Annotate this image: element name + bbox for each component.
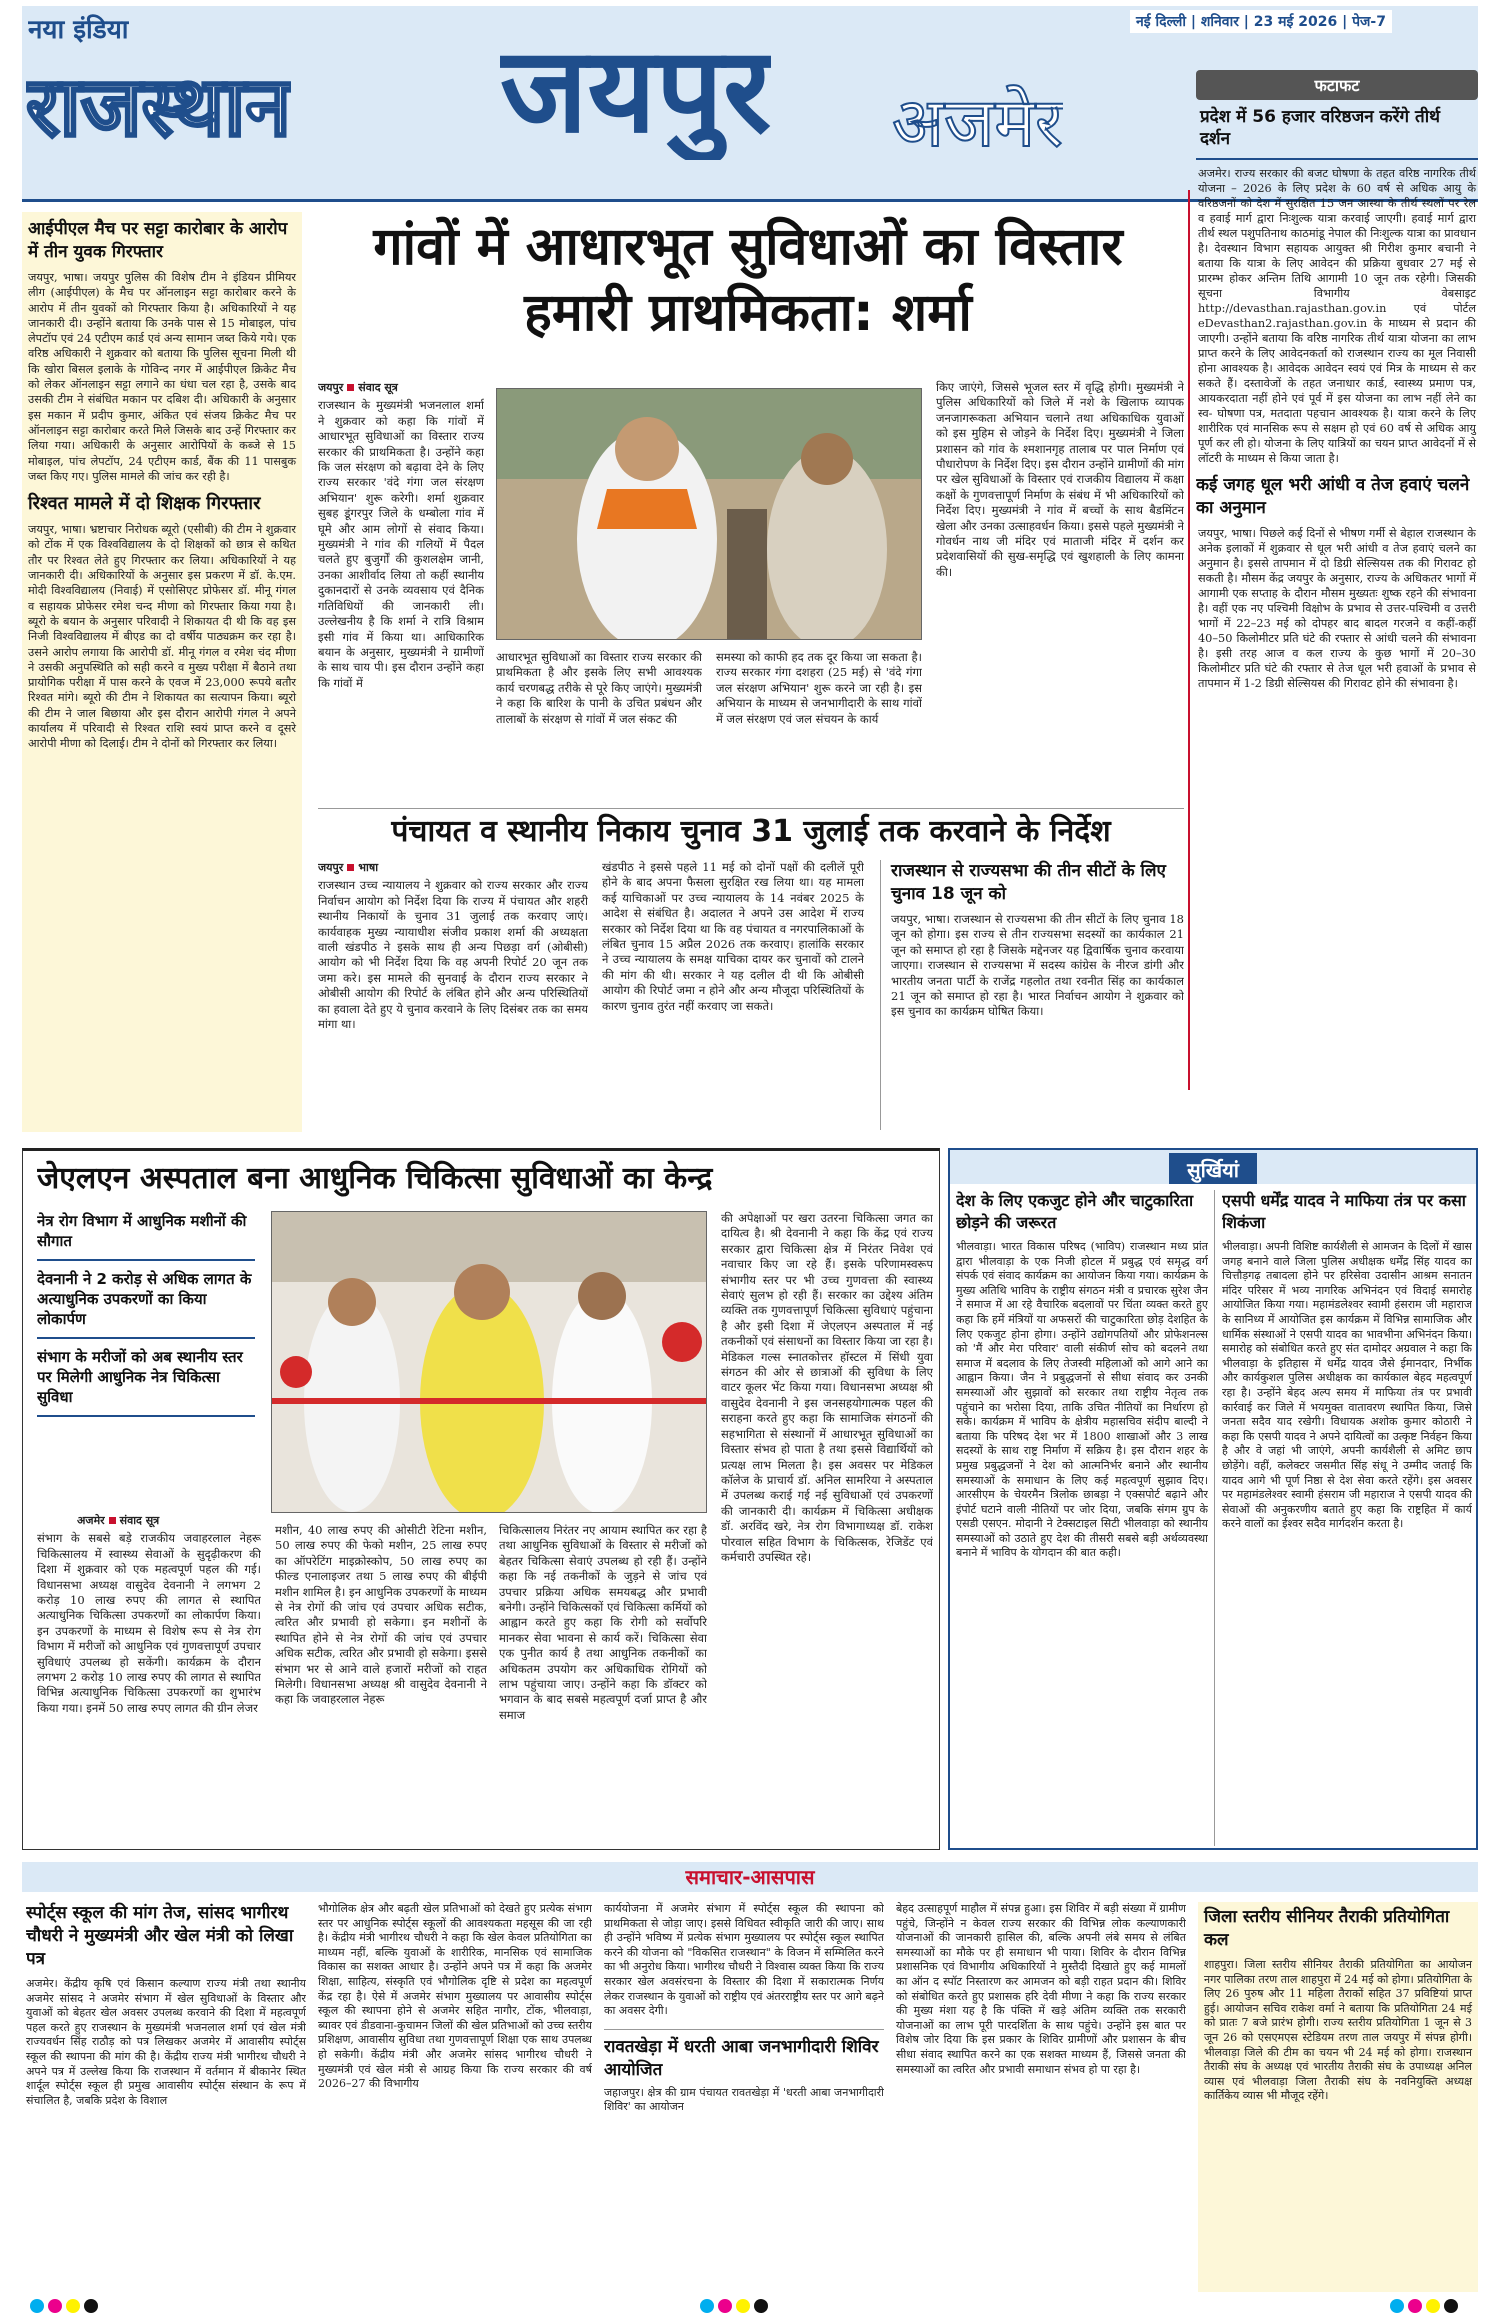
rajyasabha-box: [880, 860, 1184, 1130]
registration-marks-left: [30, 2298, 270, 2314]
surkhiyan-body-2: भीलवाड़ा। अपनी विशिष्ट कार्यशैली से आमजन के दिलों में खास जगह बनाने वाले जिला पुलिस अधीक्षक धर्मेंद्र सिंह यादव का चित्तौड़गढ़ तबादला होने पर हरिसेवा उदासीन आश्रम सनातन मंदिर परिसर में भव्य नागरिक अभिनंदन एवं विदाई समारोह आयोजित किया गया। महामंडलेश्वर स्वामी हंसराम जी महाराज के सानिध्य में आयोजित इस कार्यक्रम में विभिन्न सामाजिक और धार्मिक संस्थाओं ने एसपी यादव का भावभीना अभिनंदन किया। समारोह को संबोधित करते हुए संत दामोदर अग्रवाल ने कहा कि भीलवाड़ा के इतिहास में धर्मेंद्र यादव जैसे ईमानदार, निर्भीक और कार्यकुशल पुलिस अधीक्षक का कार्यकाल बेहद महत्वपूर्ण रहा है। उन्होंने बेहद अल्प समय में माफिया तंत्र पर प्रभावी कार्रवाई कर जिले में भयमुक्त वातावरण स्थापित किया, जिसे जनता सदैव याद रखेगी। विधायक अशोक कुमार कोठारी ने कहा कि एसपी यादव ने अपने दायित्वों का उत्कृष्ट निर्वहन किया है और वे जहां भी जाएंगे, अपनी कार्यशैली से अमिट छाप छोड़ेंगे। वहीं, कलेक्टर जसमीत सिंह संधू ने उम्मीद जताई कि यादव आगे भी पूर्ण निष्ठा से देश सेवा करते रहेंगे। इस अवसर पर महामंडलेश्वर स्वामी हंसराम जी महाराज ने एसपी यादव की सेवाओं की अनुकरणीय बताते हुए कहा कि राष्ट्रहित में कार्य करने वालों का ईश्वर सदैव मार्गदर्शन करता है।: [1222, 1240, 1472, 1531]
surkhiyan-body-1: भीलवाड़ा। भारत विकास परिषद (भाविप) राजस्थान मध्य प्रांत द्वारा भीलवाड़ा के एक निजी होटल में प्रबुद्ध एवं समृद्ध वर्ग संपर्क एवं संवाद कार्यक्रम का आयोजन किया गया। कार्यक्रम के मुख्य अतिथि भाविप के राष्ट्रीय संगठन मंत्री व प्रचारक सुरेश जैन ने समाज में आ रहे वैचारिक बदलावों पर चिंता व्यक्त करते हुए कहा कि हमें मंत्रियों या अफसरों की चाटुकारिता छोड़ देशहित के लिए एकजुट होना होगा। उन्होंने उद्योगपतियों और प्रोफेशनल्स को 'मैं और मेरा परिवार' वाली संकीर्ण सोच को बदलने तथा समाज में बदलाव के लिए तेजस्वी महिलाओं को आगे आने का आह्वान किया। जैन ने प्रबुद्धजनों से सीधा संवाद कर उनकी समस्याओं और सुझावों को सरकार तथा राष्ट्रीय नेतृत्व तक पहुंचाने का भरोसा दिया, ताकि उचित नीतियों का निर्धारण हो सके। कार्यक्रम में भाविप के क्षेत्रीय महासचिव संदीप बाल्दी ने बताया कि परिषद देश भर में 1800 शाखाओं और 3 लाख सदस्यों के साथ राष्ट्र निर्माण में सक्रिय है। इस दौरान शहर के प्रमुख प्रबुद्धजनों ने देश को आत्मनिर्भर बनाने और स्थानीय समस्याओं के समाधान के लिए कई महत्वपूर्ण सुझाव दिए। आरसीएम के चेयरमैन त्रिलोक छाबड़ा ने एक्सपोर्ट बढ़ाने और इंपोर्ट घटाने वाली नीतियों पर जोर दिया, जबकि संगम ग्रुप के एसडी एसएन. मोदानी ने टेक्सटाइल सिटी भीलवाड़ा को स्थानीय समस्याओं को उठाते हुए देश की तीसरी सबसे बड़ी अर्थव्यवस्था बनाने में भाविप के योगदान की बात कही।: [956, 1240, 1208, 1560]
surkhiyan-story-2: [1222, 1190, 1472, 1846]
jln-headline: जेएलएन अस्पताल बना आधुनिक चिकित्सा सुविधाओं का केन्द्र: [37, 1161, 713, 1196]
black-dot-icon: [1444, 2299, 1458, 2313]
lead-col-3: समस्या को काफी हद तक दूर किया जा सकता है। राज्य सरकार गंगा दशहरा (25 मई) से 'वंदे गंगा जल संरक्षण अभियान' शुरू करने जा रही है। इस अभियान के माध्यम से जनभागीदारी के साथ गांवों में जल संरक्षण एवं जल संचयन के कार्य: [716, 650, 922, 726]
sports-school-story: [26, 1902, 306, 2292]
magenta-dot-icon: [718, 2299, 732, 2313]
jln-col-3: चिकित्सालय निरंतर नए आयाम स्थापित कर रहा है तथा आधुनिक सुविधाओं के विस्तार से मरीजों को बेहतर चिकित्सा सेवाएं उपलब्ध हो रही हैं। उन्होंने कहा कि नई तकनीकों के जुड़ने से जांच एवं उपचार प्रक्रिया अधिक समयबद्ध और प्रभावी बनेगी। उन्होंने चिकित्सकों एवं चिकित्सा कर्मियों को आह्वान करते हुए कहा कि रोगी को सर्वोपरि मानकर सेवा भावना से कार्य करें। चिकित्सा सेवा एक पुनीत कार्य है तथा आधुनिक तकनीकों का अधिकतम उपयोग कर अधिकाधिक रोगियों को लाभ पहुंचाया जाए। उन्होंने कहा कि डॉक्टर को भगवान के बाद सबसे महत्वपूर्ण दर्जा प्राप्त है और समाज: [499, 1523, 707, 1722]
lead-photo: [496, 388, 922, 640]
sports-school-col-2: भौगोलिक क्षेत्र और बढ़ती खेल प्रतिभाओं को देखते हुए प्रत्येक संभाग स्तर पर आधुनिक स्पोर्ट्स स्कूलों की आवश्यकता महसूस की जा रही है। केंद्रीय मंत्री भागीरथ चौधरी ने कहा कि खेल केवल प्रतियोगिता का माध्यम नहीं, बल्कि युवाओं के शारीरिक, मानसिक एवं सामाजिक विकास का सशक्त आधार है। उन्होंने अपने पत्र में कहा कि अजमेर शिक्षा, साहित्य, संस्कृति एवं भौगोलिक दृष्टि से प्रदेश का महत्वपूर्ण केंद्र रहा है। ऐसे में अजमेर संभाग मुख्यालय पर आवासीय स्पोर्ट्स स्कूल की स्थापना होने से अजमेर सहित नागौर, टोंक, भीलवाड़ा, ब्यावर एवं डीडवाना-कुचामन जिलों की खेल प्रतिभाओं को उच्च स्तरीय प्रशिक्षण, आवासीय सुविधा तथा गुणवत्तापूर्ण शिक्षा एक साथ उपलब्ध हो सकेगी। केंद्रीय मंत्री और अजमेर सांसद भागीरथ चौधरी ने मुख्यमंत्री एवं खेल मंत्री से आग्रह किया कि राज्य सरकार की वर्ष 2026–27 की विभागीय: [318, 1902, 592, 2091]
jln-byline-source: संवाद सूत्र: [119, 1514, 160, 1527]
rajyasabha-body: जयपुर, भाषा। राजस्थान से राज्यसभा की तीन सीटों के लिए चुनाव 18 जून को होगा। इस राज्य से तीन राज्यसभा सदस्यों का कार्यकाल 21 जून को समाप्त हो रहा है जिसके मद्देनजर यह द्विवार्षिक चुनाव करवाया जाएगा। राजस्थान से राज्यसभा में सदस्य कांग्रेस के नीरज डांगी और भारतीय जनता पार्टी के राजेंद्र गहलोत तथा रवनीत सिंह का कार्यकाल 21 जून को समाप्त हो रहा है। भारत निर्वाचन आयोग ने शुक्रवार को इस चुनाव का कार्यक्रम घोषित किया।: [891, 912, 1184, 1019]
jln-story: [22, 1148, 940, 1850]
left-body-2: जयपुर, भाषा। भ्रष्टाचार निरोधक ब्यूरो (एसीबी) की टीम ने शुक्रवार को टोंक में एक विश्वविद्यालय के दो शिक्षकों को छात्र से कथित तौर पर रिश्वत लेते हुए गिरफ्तार कर लिया। अधिकारियों ने यह जानकारी दी। अधिकारियों के अनुसार इस प्रकरण में डॉ. के.एम. मोदी विश्वविद्यालय (निवाई) में एसोसिएट प्रोफेसर डॉ. मीनू गंगल व सहायक प्रोफेसर रमेश चन्द मीणा को गिरफ्तार किया गया है। ब्यूरो के बयान के अनुसार परिवादी ने शिकायत दी थी कि वह इस निजी विश्वविद्यालय में बीएड का दो वर्षीय पाठ्यक्रम कर रहा है। उसने आरोप लगाया कि आरोपी डॉ. मीनू गंगल व रमेश चंद मीणा ने उसकी अनुपस्थिति को सही करने व मुख्य परीक्षा में बैठाने तथा प्रायोगिक परीक्षा में पास करने के एवज में 23,000 रूपये बतौर रिश्वत मांगे। ब्यूरो की टीम ने शिकायत का सत्यापन किया। ब्यूरो की टीम ने जाल बिछाया और इस दौरान आरोपी गंगल ने अपने कार्यालय में परिवादी से रिश्वत राशि स्वयं प्राप्त करने व दूसरे आरोपी मीणा को दिलाई। टीम ने दोनों को गिरफ्तार कर लिया।: [28, 523, 296, 751]
cyan-dot-icon: [30, 2299, 44, 2313]
jln-highlight-3: संभाग के मरीजों को अब स्थानीय स्तर पर मिलेगी आधुनिक नेत्र चिकित्सा सुविधा: [37, 1339, 255, 1417]
cyan-dot-icon: [1390, 2299, 1404, 2313]
sports-school-col-3-text: कार्ययोजना में अजमेर संभाग में स्पोर्ट्स स्कूल की स्थापना को प्राथमिकता से जोड़ा जाए। इससे विधिवत स्वीकृति जारी की जाए। साथ ही उन्होंने भविष्य में प्रत्येक संभाग मुख्यालय पर स्पोर्ट्स स्कूल स्थापित करने की योजना को "विकसित राजस्थान" के विजन में सम्मिलित करने का भी अनुरोध किया। भागीरथ चौधरी ने विश्वास व्यक्त किया कि राज्य सरकार खेल अवसंरचना के विस्तार की दिशा में सकारात्मक निर्णय लेकर राजस्थान के युवाओं को राष्ट्रीय एवं अंतरराष्ट्रीय स्तर पर आगे बढ़ने का अवसर देगी।: [604, 1902, 884, 2018]
lead-headline: गांवों में आधारभूत सुविधाओं का विस्तार हमारी प्राथमिकता: शर्मा: [373, 217, 1123, 343]
fatafat-label: फटाफट: [1196, 70, 1478, 100]
surkhiyan-label: सुर्खियां: [1169, 1153, 1257, 1184]
aaspaas-label: समाचार-आसपास: [685, 1865, 815, 1889]
city-title: जयपुर: [500, 21, 772, 159]
left-column: [22, 212, 302, 1132]
state-title: राजस्थान: [26, 60, 292, 155]
sports-school-headline: स्पोर्ट्स स्कूल की मांग तेज, सांसद भागीरथ चौधरी ने मुख्यमंत्री और खेल मंत्री को लिखा पत्र: [26, 1903, 294, 1969]
rawatkheda-headline: रावतखेड़ा में धरती आबा जनभागीदारी शिविर आयोजित: [604, 2029, 884, 2082]
sports-school-col-3: [604, 1902, 884, 2292]
yellow-dot-icon: [66, 2299, 80, 2313]
panchayat-headline: पंचायत व स्थानीय निकाय चुनाव 31 जुलाई तक करवाने के निर्देश: [391, 814, 1111, 849]
swimming-body: शाहपुरा। जिला स्तरीय सीनियर तैराकी प्रतियोगिता का आयोजन नगर पालिका तरण ताल शाहपुरा में 24 मई को होगा। प्रतियोगिता के लिए 26 पुरुष और 11 महिला तैराकों सहित 37 प्रविष्टियां प्राप्त हुई। आयोजन सचिव राकेश वर्मा ने बताया कि प्रतियोगिता 24 मई को प्रातः 7 बजे प्रारंभ होगी। राज्य स्तरीय प्रतियोगिता 1 जून से 3 जून 26 को एसएमएस स्टेडियम तरण ताल जयपुर में संपन्न होगी। भीलवाड़ा जिले की टीम का चयन भी 24 मई को होगा। राजस्थान तैराकी संघ के अध्यक्ष एवं भारतीय तैराकी संघ के उपाध्यक्ष अनिल व्यास एवं भीलवाड़ा जिला तैराकी संघ के नवनियुक्ति अध्यक्ष कार्तिकेय व्यास भी मौजूद रहेंगे।: [1204, 1958, 1472, 2103]
rajyasabha-headline: राजस्थान से राज्यसभा की तीन सीटों के लिए चुनाव 18 जून को: [891, 861, 1166, 904]
fatafat-headline: प्रदेश में 56 हजार वरिष्ठजन करेंगे तीर्थ दर्शन: [1196, 100, 1478, 160]
aaspaas-band: [22, 1862, 1478, 1892]
registration-marks-right: [1390, 2298, 1490, 2314]
jln-highlight-1: नेत्र रोग विभाग में आधुनिक मशीनों की सौगात: [37, 1207, 255, 1261]
jln-col-1-text: संभाग के सबसे बड़े राजकीय जवाहरलाल नेहरू चिकित्सालय में स्वास्थ्य सेवाओं के सुदृढ़ीकरण की दिशा में शुक्रवार को एक महत्वपूर्ण पहल की गई। विधानसभा अध्यक्ष वासुदेव देवनानी ने लगभग 2 करोड़ 10 लाख रुपए की लागत से स्थापित अत्याधुनिक चिकित्सा उपकरणों का लोकार्पण किया। इन उपकरणों के माध्यम से विशेष रूप से नेत्र रोग विभाग में मरीजों को आधुनिक एवं गुणवत्तापूर्ण उपचार सुविधाएं उपलब्ध हो सकेंगी। कार्यक्रम के दौरान लगभग 2 करोड़ 10 लाख रुपए की लागत से स्थापित विभिन्न अत्याधुनिक चिकित्सा उपकरणों का शुभारंभ किया गया। इनमें 50 लाख रुपए लागत की ग्रीन लेजर: [37, 1531, 261, 1715]
paper-name: नया इंडिया: [28, 15, 129, 45]
panchayat-byline-source: भाषा: [358, 861, 379, 874]
left-headline-2: रिश्वत मामले में दो शिक्षक गिरफ्तार: [28, 493, 261, 515]
fatafat-headline-2: कई जगह धूल भरी आंधी व तेज हवाएं चलने का अनुमान: [1196, 475, 1470, 518]
dateline: नई दिल्ली | शनिवार | 23 मई 2026 | पेज-7: [1130, 10, 1392, 33]
left-body: जयपुर, भाषा। जयपुर पुलिस की विशेष टीम ने इंडियन प्रीमियर लीग (आईपीएल) के मैच पर ऑनलाइन सट्टा कारोबार करने के आरोप में तीन युवकों को गिरफ्तार किया है। अधिकारियों ने यह जानकारी दी। उन्होंने बताया कि उनके पास से 15 मोबाइल, पांच लेपटॉप एवं 24 एटीएम कार्ड एवं अन्य सामान जब्त किये गये। एक वरिष्ठ अधिकारी ने शुक्रवार को बताया कि पुलिस सूचना मिली थी कि खोरा बिसल इलाके के गोविन्द नगर में आईपीएल क्रिकेट मैच को लेकर ऑनलाइन सट्टा लगाने का धंधा चल रहा है, उसके बाद उसकी टीम ने संबंधित मकान पर दबिश दी। अधिकारी के अनुसार इस मकान में प्रदीप कुमार, अंकित एवं संजय क्रिकेट मैच पर ऑनलाइन सट्टा कारोबार करते मिले जिसके बाद उन्हें गिरफ्तार कर लिया गया। अधिकारी के अनुसार आरोपियों के कब्जे से 15 मोबाइल, पांच लेपटॉप, 24 एटीएम कार्ड, बैंक की 11 पासबुक जब्त किए गए। पुलिस मामले की जांच कर रही है।: [28, 271, 296, 483]
panchayat-col-1-text: राजस्थान उच्च न्यायालय ने शुक्रवार को राज्य सरकार और राज्य निर्वाचन आयोग को निर्देश दिया कि राज्य में पंचायत और शहरी स्थानीय निकायों के चुनाव 31 जुलाई तक करवाए जाएं। कार्यवाहक मुख्य न्यायाधीश संजीव प्रकाश शर्मा की अध्यक्षता वाली खंडपीठ ने इसके साथ ही अन्य पिछड़ा वर्ग (ओबीसी) आयोग को भी निर्देश दिया कि वह अपनी रिपोर्ट 20 जून तक जमा करे। इस मामले की सुनवाई के दौरान राज्य सरकार ने ओबीसी आयोग की रिपोर्ट के लंबित होने और अन्य परिस्थितियों का हवाला देते हुए ये चुनाव करवाने के लिए दिसंबर तक का समय मांगा था।: [318, 878, 588, 1032]
surkhiyan-headline-2: एसपी धर्मेंद्र यादव ने माफिया तंत्र पर कसा शिकंजा: [1222, 1191, 1466, 1232]
yellow-dot-icon: [1426, 2299, 1440, 2313]
ribbon-cutting-image: [272, 1212, 707, 1513]
lead-col-2: आधारभूत सुविधाओं का विस्तार राज्य सरकार की प्राथमिकता है और इसके लिए सभी आवश्यक कार्य चरणबद्ध तरीके से पूरे किए जाएंगे। मुख्यमंत्री ने कहा कि बारिश के पानी के उचित प्रबंधन और तालाबों के संरक्षण से गांवों में जल संकट की: [496, 650, 702, 726]
black-dot-icon: [754, 2299, 768, 2313]
jln-col-4: की अपेक्षाओं पर खरा उतरना चिकित्सा जगत का दायित्व है। श्री देवनानी ने कहा कि केंद्र एवं राज्य सरकार द्वारा चिकित्सा क्षेत्र में निरंतर निवेश एवं नवाचार किए जा रहे हैं। इसके परिणामस्वरूप संभागीय स्तर पर भी उच्च गुणवत्ता की स्वास्थ्य सेवाएं सुलभ हो रही हैं। सरकार का उद्देश्य अंतिम व्यक्ति तक गुणवत्तापूर्ण चिकित्सा सुविधाएं पहुंचाना है और इसी दिशा में जेएलएन अस्पताल में नई तकनीकों एवं संसाधनों का विस्तार किया जा रहा है। मेडिकल गल्स स्नातकोत्तर हॉस्टल में सिंधी युवा संगठन की ओर से छात्राओं की सुविधा के लिए वाटर कूलर भेंट किया गया। विधानसभा अध्यक्ष श्री वासुदेव देवनानी ने इस जनसहयोगात्मक पहल की सराहना करते हुए कहा कि सामाजिक संगठनों की सहभागिता से संस्थानों में आधारभूत सुविधाओं का विस्तार संभव हो पाता है तथा इससे विद्यार्थियों को प्रत्यक्ष लाभ मिलता है। इस अवसर पर मेडिकल कॉलेज के प्राचार्य डॉ. अनिल सामरिया ने अस्पताल में उपलब्ध कराई गई नई सुविधाओं एवं उपकरणों की जानकारी दी। कार्यक्रम में चिकित्सा अधीक्षक डॉ. अरविंद खरे, नेत्र रोग विभागाध्यक्ष डॉ. राकेश पोरवाल सहित विभाग के चिकित्सक, रेजिडेंट एवं कर्मचारी उपस्थित रहे।: [721, 1211, 933, 1564]
byline-square-icon: [109, 1517, 116, 1524]
yellow-dot-icon: [736, 2299, 750, 2313]
rawatkheda-col-2: बेहद उत्साहपूर्ण माहौल में संपन्न हुआ। इस शिविर में बड़ी संख्या में ग्रामीण पहुंचे, जिन्होंने न केवल राज्य सरकार की विभिन्न लोक कल्याणकारी योजनाओं की जानकारी हासिल की, बल्कि अपनी लंबे समय से लंबित समस्याओं का मौके पर ही समाधान भी पाया। शिविर के दौरान विभिन्न प्रशासनिक एवं विभागीय अधिकारियों ने मुस्तैदी दिखाते हुए कई मामलों का ऑन द स्पॉट निस्तारण कर आमजन को बड़ी राहत प्रदान की। शिविर को संबोधित करते हुए प्रशासक हरि देवी मीणा ने कहा कि राज्य सरकार की मुख्य मंशा यह है कि पंक्ति में खड़े अंतिम व्यक्ति तक सरकारी योजनाओं का लाभ पूरी पारदर्शिता के साथ पहुंचे। उन्होंने इस बात पर विशेष जोर दिया कि इस प्रकार के शिविर ग्रामीणों और प्रशासन के बीच सीधा संवाद स्थापित करने का एक सशक्त माध्यम हैं, जिससे जनता की समस्याओं का त्वरित और प्रभावी समाधान संभव हो पा रहा है।: [896, 1902, 1186, 2076]
byline-square-icon: [347, 384, 354, 391]
city-subtitle: अजमेर: [892, 84, 1063, 163]
lead-col-4: किए जाएंगे, जिससे भूजल स्तर में वृद्धि होगी। मुख्यमंत्री ने पुलिस अधिकारियों को जिले में नशे के खिलाफ व्यापक जनजागरूकता अभियान चलाने तथा अधिकाधिक युवाओं को इस मुहिम से जोड़ने के निर्देश दिए। मुख्यमंत्री ने जिला प्रशासन को गांव के श्मशानगृह तालाब पर पाल निर्माण एवं पौधारोपण के निर्देश दिए। इस दौरान उन्होंने ग्रामीणों की मांग पर खेल सुविधाओं के विस्तार एवं राजकीय विद्यालय में कक्षा कक्षों के गुणवत्तापूर्ण निर्माण के संबंध में भी अधिकारियों को निर्देश दिए। मुख्यमंत्री ने गांव में बच्चों के साथ बैडमिंटन खेला और उनका उत्साहवर्धन किया। इससे पहले मुख्यमंत्री ने गोवर्धन नाथ जी मंदिर एवं माताजी मंदिर में दर्शन कर प्रदेशवासियों की सुख-समृद्धि एवं खुशहाली के लिए कामना की।: [936, 380, 1184, 579]
lead-col-1-text: राजस्थान के मुख्यमंत्री भजनलाल शर्मा ने शुक्रवार को कहा कि गांवों में आधारभूत सुविधाओं का विस्तार राज्य सरकार की प्राथमिकता है। उन्होंने कहा कि जल संरक्षण को बढ़ावा देने के लिए राज्य सरकार 'वंदे गंगा जल संरक्षण अभियान' शुरू करेगी। शर्मा शुक्रवार सुबह डूंगरपुर जिले के धम्बोला गांव में घूमे और आम लोगों से संवाद किया। मुख्यमंत्री ने गांव की गलियों में पैदल चलते हुए बुजुर्गों की कुशलक्षेम जानी, उनका आशीर्वाद लिया तो कहीं स्थानीय दुकानदारों से उनके व्यवसाय एवं दैनिक गतिविधियों की जानकारी ली। उल्लेखनीय है कि शर्मा ने रात्रि विश्राम इसी गांव में किया था। आधिकारिक बयान के अनुसार, मुख्यमंत्री ने ग्रामीणों के साथ चाय पी। इस दौरान उन्होंने कहा कि गांवों में: [318, 398, 484, 690]
lead-byline: जयपुर: [318, 381, 344, 394]
surkhiyan-story-1: [956, 1190, 1208, 1846]
panchayat-col-2: खंडपीठ ने इससे पहले 11 मई को दोनों पक्षों की दलीलें पूरी होने के बाद अपना फैसला सुरक्षित रख लिया था। यह मामला कई याचिकाओं पर उच्च न्यायालय के 14 नवंबर 2025 के आदेश से संबंधित है। अदालत ने अपने उस आदेश में राज्य सरकार को निर्देश दिया था कि वह पंचायत व नगरपालिकाओं के लंबित चुनाव 15 अप्रैल 2026 तक करवाए। हालांकि सरकार ने उच्च न्यायालय के समक्ष याचिका दायर कर चुनावों को टालने की मांग की थी। सरकार ने यह दलील दी थी कि ओबीसी आयोग की रिपोर्ट जमा न होने और अन्य मौजूदा परिस्थितियों के कारण चुनाव तुरंत नहीं करवाए जा सकते।: [602, 860, 864, 1013]
jln-byline: अजमेर: [77, 1514, 105, 1527]
panchayat-story: [318, 860, 1184, 1130]
lead-col-1: [318, 380, 484, 780]
jln-highlights: [37, 1207, 255, 1507]
rawatkheda-body: जहाजपुर। क्षेत्र की ग्राम पंचायत रावतखेड़ा में 'धरती आबा जनभागीदारी शिविर' का आयोजन: [604, 2085, 884, 2114]
jln-col-2: मशीन, 40 लाख रुपए की ओसीटी रेटिना मशीन, 50 लाख रुपए की फेको मशीन, 25 लाख रुपए का ऑपरेटिंग माइक्रोस्कोप, 50 लाख रुपए का फील्ड एनालाइजर तथा 5 लाख रुपए की बीईपी मशीन शामिल है। इन आधुनिक उपकरणों के माध्यम से नेत्र रोगों की जांच एवं उपचार अधिक सटीक, त्वरित और प्रभावी हो सकेगा। इन मशीनों के स्थापित होने से नेत्र रोगों की जांच एवं उपचार अधिक सटीक, त्वरित और प्रभावी हो सकेगा। इससे संभाग भर से आने वाले हजारों मरीजों को राहत मिलेगी। विधानसभा अध्यक्ष श्री वासुदेव देवनानी ने कहा कि जवाहरलाल नेहरू: [275, 1523, 487, 1707]
surkhiyan-headline-1: देश के लिए एकजुट होने और चाटुकारिता छोड़ने की जरूरत: [956, 1191, 1194, 1232]
swimming-story: [1198, 1902, 1478, 2292]
fatafat-body: अजमेर। राज्य सरकार की बजट घोषणा के तहत वरिष्ठ नागरिक तीर्थ योजना – 2026 के लिए प्रदेश के 60 वर्ष से अधिक आयु के वरिष्ठजनों को देश में सुरक्षित 15 जन आस्था के तीर्थ स्थलों पर रेल व हवाई मार्ग द्वारा निःशुल्क यात्रा करवाई जाएगी। हवाई मार्ग द्वारा तीर्थ स्थल पशुपतिनाथ काठमांडू नेपाल की निःशुल्क यात्रा का प्रावधान है। देवस्थान विभाग सहायक आयुक्त श्री गिरीश कुमार बचानी ने बताया कि यात्रा के लिए आवेदन की प्रक्रिया बुधवार 27 मई से प्रारम्भ होकर अन्तिम तिथि आगामी 10 जून तक रहेगी। जिसकी सूचना विभागीय वेबसाइट http://devasthan.rajasthan.gov.in एवं पोर्टल eDevasthan2.rajasthan.gov.in के माध्यम से प्रदान की जाएगी। उन्होंने बताया कि वरिष्ठ नागरिक तीर्थ यात्रा योजना का लाभ प्राप्त करने के लिए आवेदनकर्ता को राजस्थान राज्य का मूल निवासी होना आवश्यक है। आवेदक आवेदन स्वयं एवं मित्र के माध्यम से कर सकते हैं। दस्तावेजों के तहत जनाधार कार्ड, स्वास्थ्य प्रमाण पत्र, आयकरदाता नहीं होने एवं पूर्व में इस योजना का लाभ नहीं लेने का स्व- घोषणा पत्र, मतदाता पहचान आवश्यक है। यात्रा करने के लिए शारीरिक एवं मानसिक रूप से सक्षम हो एवं 60 वर्ष से अधिक आयु पूर्ण कर ली हो। योजना के लिए यात्रियों का चयन प्राप्त आवेदनों में से लॉटरी के माध्यम से किया जाता है।: [1198, 167, 1476, 465]
lead-byline-source: संवाद सूत्र: [358, 381, 398, 394]
magenta-dot-icon: [48, 2299, 62, 2313]
panchayat-byline: जयपुर: [318, 861, 344, 874]
swimming-headline: जिला स्तरीय सीनियर तैराकी प्रतियोगिता कल: [1204, 1907, 1450, 1950]
black-dot-icon: [84, 2299, 98, 2313]
jln-col-1: [37, 1513, 261, 1845]
fatafat-box: [1196, 70, 1478, 1086]
registration-marks-center: [700, 2298, 820, 2314]
panchayat-col-1: [318, 860, 588, 1130]
jln-highlight-2: देवनानी ने 2 करोड़ से अधिक लागत के अत्याधुनिक उपकरणों का किया लोकार्पण: [37, 1261, 255, 1339]
fatafat-divider: [1188, 190, 1190, 1090]
magenta-dot-icon: [1408, 2299, 1422, 2313]
aaspaas-section: [22, 1902, 1478, 2292]
jln-photo: [271, 1211, 707, 1513]
byline-square-icon: [347, 864, 354, 871]
panchayat-top-rule: [318, 808, 1184, 809]
surkhiyan-box: [948, 1148, 1478, 1850]
left-headline: आईपीएल मैच पर सट्टा कारोबार के आरोप में तीन युवक गिरफ्तार: [28, 219, 288, 262]
fatafat-body-2: जयपुर, भाषा। पिछले कई दिनों से भीषण गर्मी से बेहाल राजस्थान के अनेक इलाकों में शुक्रवार से धूल भरी आंधी व तेज हवाएं चलने का अनुमान है। इससे तापमान में दो डिग्री सेल्सियस तक की गिरावट हो सकती है। मौसम केंद्र जयपुर के अनुसार, राज्य के अधिकतर भागों में आगामी एक सप्ताह के दौरान मौसम मुख्यतः शुष्क रहने की संभावना है। वहीं एक नए पश्चिमी विक्षोभ के प्रभाव से उत्तर-पश्चिमी व उत्तरी भागों में 22–23 मई को दोपहर बाद बादल गरजने व कहीं-कहीं 40–50 किलोमीटर प्रति घंटे की रफ्तार से आंधी चलने की संभावना है। इसी तरह आज व कल राज्य के कुछ भागों में 20–30 किलोमीटर प्रति घंटे की रफ्तार से तेज धूल भरी हवाओं के प्रभाव से तापमान में 1-2 डिग्री सेल्सियस की गिरावट होने की संभावना है।: [1198, 527, 1476, 690]
cyan-dot-icon: [700, 2299, 714, 2313]
lead-story: [318, 380, 1184, 780]
cm-meets-villagers-image: [497, 389, 922, 640]
sports-school-body: अजमेर। केंद्रीय कृषि एवं किसान कल्याण राज्य मंत्री तथा स्थानीय अजमेर सांसद ने अजमेर संभाग में खेल सुविधाओं के विस्तार और युवाओं को बेहतर खेल अवसर उपलब्ध करवाने की दिशा में महत्वपूर्ण पहल करते हुए राजस्थान के मुख्यमंत्री भजनलाल शर्मा एवं खेल मंत्री राज्यवर्धन सिंह राठौड़ को पत्र लिखकर अजमेर में आवासीय स्पोर्ट्स स्कूल की स्थापना की मांग की है। केंद्रीय राज्य मंत्री भागीरथ चौधरी ने अपने पत्र में उल्लेख किया कि राजस्थान में वर्तमान में बीकानेर स्थित शार्दूल स्पोर्ट्स स्कूल ही प्रमुख आवासीय स्पोर्ट्स संस्थान के रूप में संचालित है, जबकि प्रदेश के विशाल: [26, 1977, 306, 2107]
